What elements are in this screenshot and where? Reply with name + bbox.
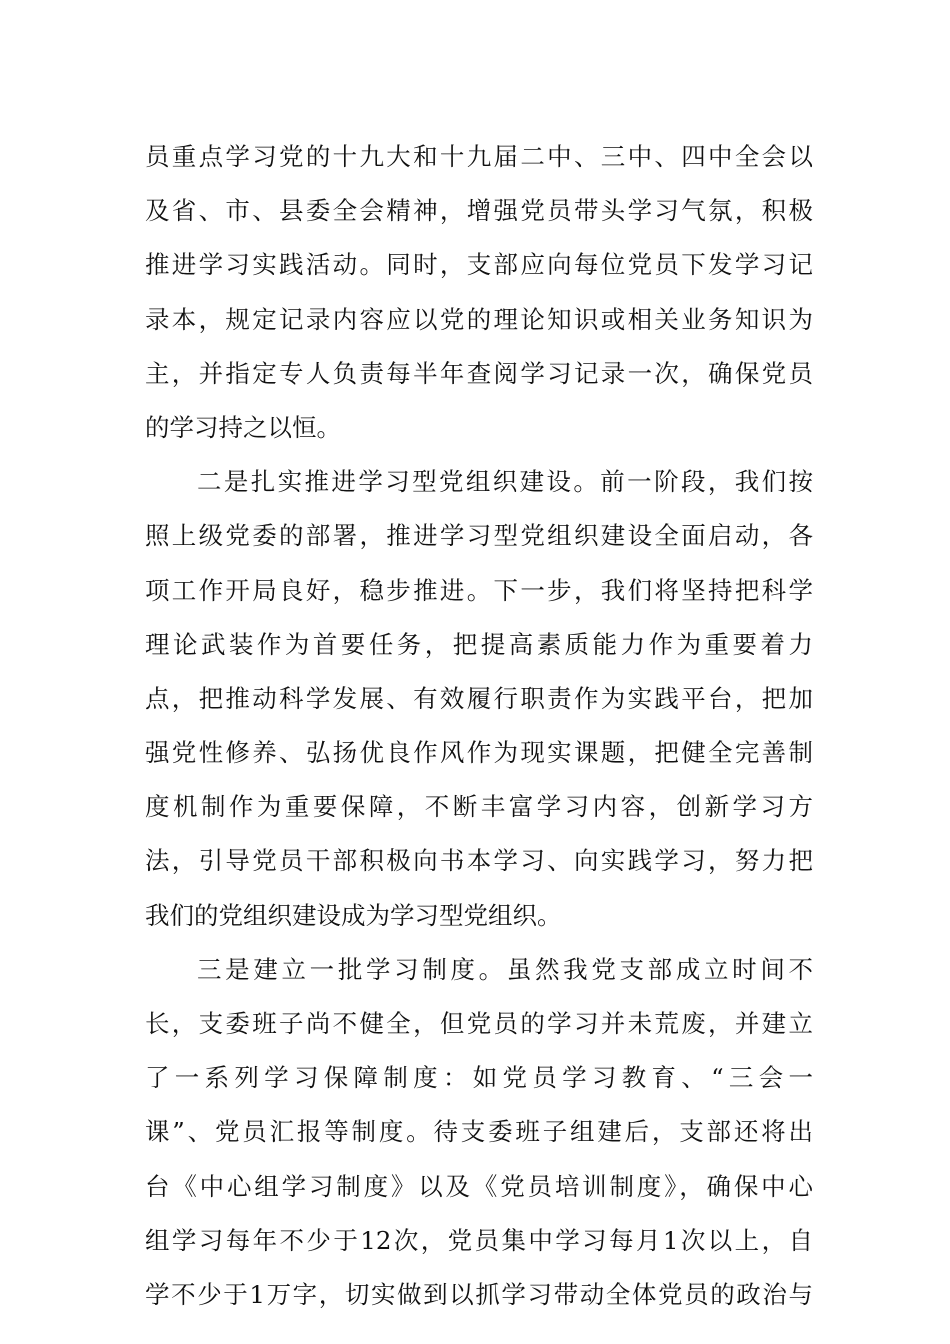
paragraph-line: 照上级党委的部署，推进学习型党组织建设全面启动，各	[145, 521, 813, 551]
paragraph-line: 我们的党组织建设成为学习型党组织。	[145, 900, 562, 930]
document-body	[145, 130, 813, 1322]
paragraph-line: 及省、市、县委全会精神，增强党员带头学习气氛，积极	[145, 196, 813, 226]
paragraph-line: 台《中心组学习制度》以及《党员培训制度》，确保中心	[145, 1171, 813, 1201]
paragraph-line: 点，把推动科学发展、有效履行职责作为实践平台，把加	[145, 683, 813, 713]
paragraph-line: 的学习持之以恒。	[145, 412, 341, 442]
paragraph-line: 法，引导党员干部积极向书本学习、向实践学习，努力把	[145, 846, 813, 876]
paragraph-line: 推进学习实践活动。同时，支部应向每位党员下发学习记	[145, 250, 813, 280]
paragraph-line: 课”、党员汇报等制度。待支委班子组建后，支部还将出	[145, 1117, 813, 1147]
paragraph-line: 理论武装作为首要任务，把提高素质能力作为重要着力	[145, 629, 813, 659]
paragraph-line: 员重点学习党的十九大和十九届二中、三中、四中全会以	[145, 142, 813, 171]
paragraph-line: 了一系列学习保障制度：如党员学习教育、“三会一	[145, 1063, 813, 1093]
paragraph-line: 主，并指定专人负责每半年查阅学习记录一次，确保党员	[145, 358, 813, 388]
paragraph-line: 二是扎实推进学习型党组织建设。前一阶段，我们按	[197, 467, 813, 497]
paragraph-line: 三是建立一批学习制度。虽然我党支部成立时间不	[197, 954, 813, 984]
paragraph-line: 项工作开局良好，稳步推进。下一步，我们将坚持把科学	[145, 575, 813, 605]
paragraph-line: 组学习每年不少于12次，党员集中学习每月1次以上，自	[145, 1225, 813, 1255]
paragraph-line: 学不少于1万字，切实做到以抓学习带动全体党员的政治与	[145, 1279, 813, 1309]
paragraph-line: 录本，规定记录内容应以党的理论知识或相关业务知识为	[145, 304, 813, 334]
paragraph-line: 度机制作为重要保障，不断丰富学习内容，创新学习方	[145, 792, 813, 822]
paragraph-line: 长，支委班子尚不健全，但党员的学习并未荒废，并建立	[145, 1009, 813, 1038]
paragraph-line: 强党性修养、弘扬优良作风作为现实课题，把健全完善制	[145, 738, 813, 768]
